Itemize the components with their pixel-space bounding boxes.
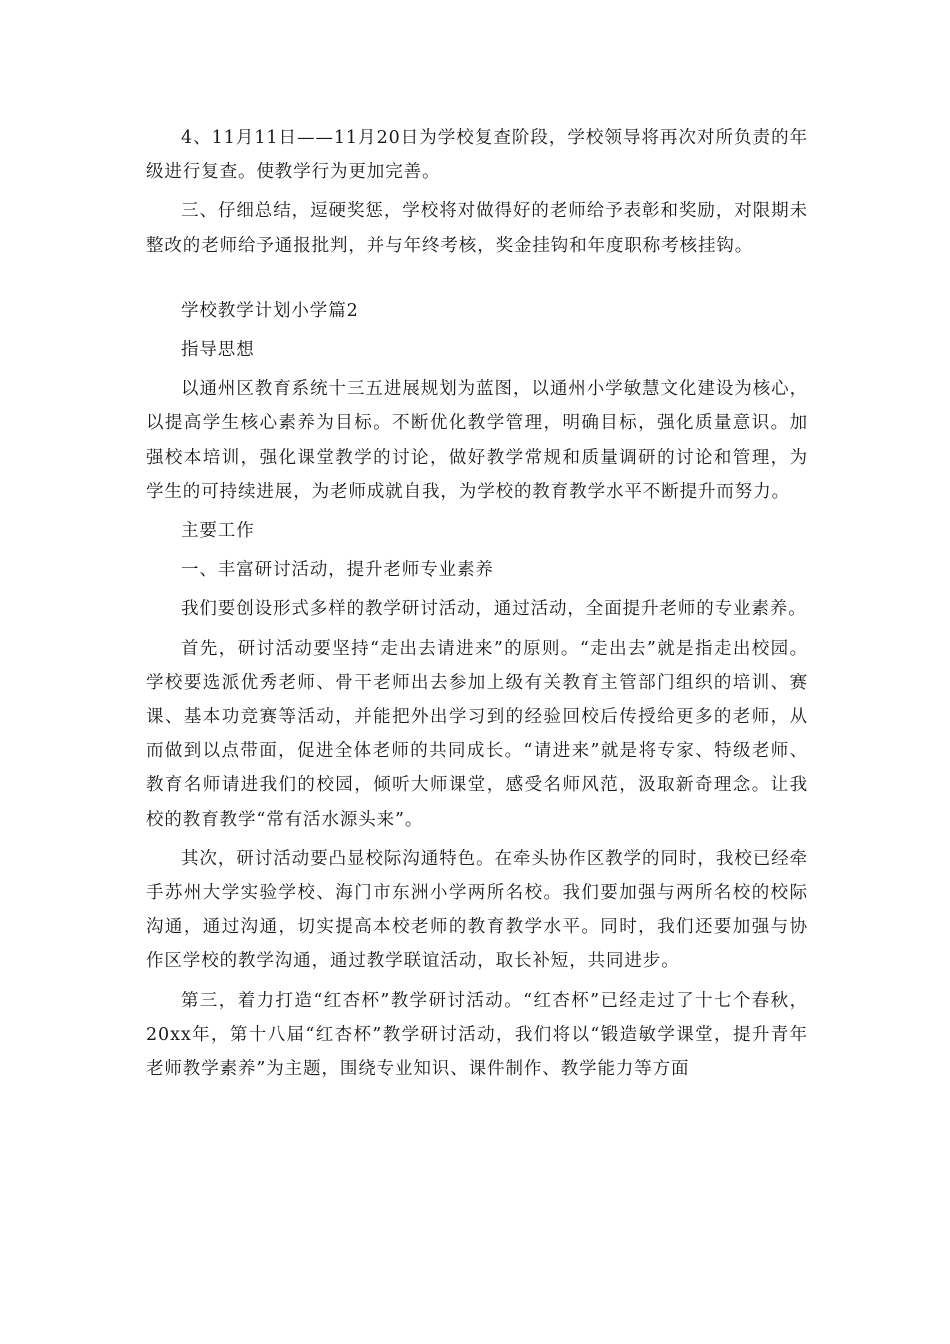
sub-heading-research: 一、丰富研讨活动，提升老师专业素养 xyxy=(181,560,494,581)
paragraph-second: 其次，研讨活动要凸显校际沟通特色。在牵头协作区教学的同时，我校已经牵手苏州大学实验学校、海门市东洲小学两所名校。我们要加强与两所名校的校际沟通，通过沟通，切实提高本校老师的教育教学水平。同时，我们还要加强与协作区学校的教学沟通，通过教学联谊活动，取长补短，共同进步。 xyxy=(146,848,808,972)
guide-paragraph: 以通州区教育系统十三五进展规划为蓝图，以通州小学敏慧文化建设为核心，以提高学生核心素养为目标。不断优化教学管理，明确目标，强化质量意识。加强校本培训，强化课堂教学的讨论，做好教学常规和质量调研的讨论和管理，为学生的可持续进展，为老师成就自我，为学校的教育教学水平不断提升而努力。 xyxy=(146,379,808,502)
paragraph-first: 首先，研讨活动要坚持“走出去请进来”的原则。“走出去”就是指走出校园。学校要选派优秀老师、骨干老师出去参加上级有关教育主管部门组织的培训、赛课、基本功竞赛等活动，并能把外出学习到的经验回校后传授给更多的老师，从而做到以点带面，促进全体老师的共同成长。“请进来”就是将专家、特级老师、教育名师请进我们的校园，倾听大师课堂，感受名师风范，汲取新奇理念。让我校的教育教学“常有活水源头来”。 xyxy=(146,638,808,830)
section-spacer xyxy=(146,268,808,294)
paragraph-research-intro: 我们要创设形式多样的教学研讨活动，通过活动，全面提升老师的专业素养。 xyxy=(181,599,807,620)
document-body xyxy=(146,121,808,1091)
main-work-heading: 主要工作 xyxy=(181,521,255,542)
paragraph-review-stage: 4、11月11日——11月20日为学校复查阶段，学校领导将再次对所负责的年级进行复查。使教学行为更加完善。 xyxy=(146,128,808,183)
guide-heading: 指导思想 xyxy=(181,340,255,361)
paragraph-third: 第三，着力打造“红杏杯”教学研讨活动。“红杏杯”已经走过了十七个春秋，20xx年，第十八届“红杏杯”教学研讨活动，我们将以“锻造敏学课堂，提升青年老师教学素养”为主题，围绕专业知识、课件制作、教学能力等方面 xyxy=(146,990,808,1080)
section-title: 学校教学计划小学篇2 xyxy=(181,300,359,321)
paragraph-summary-rewards: 三、仔细总结，逗硬奖惩，学校将对做得好的老师给予表彰和奖励，对限期未整改的老师给予通报批判，并与年终考核，奖金挂钩和年度职称考核挂钩。 xyxy=(146,201,808,256)
